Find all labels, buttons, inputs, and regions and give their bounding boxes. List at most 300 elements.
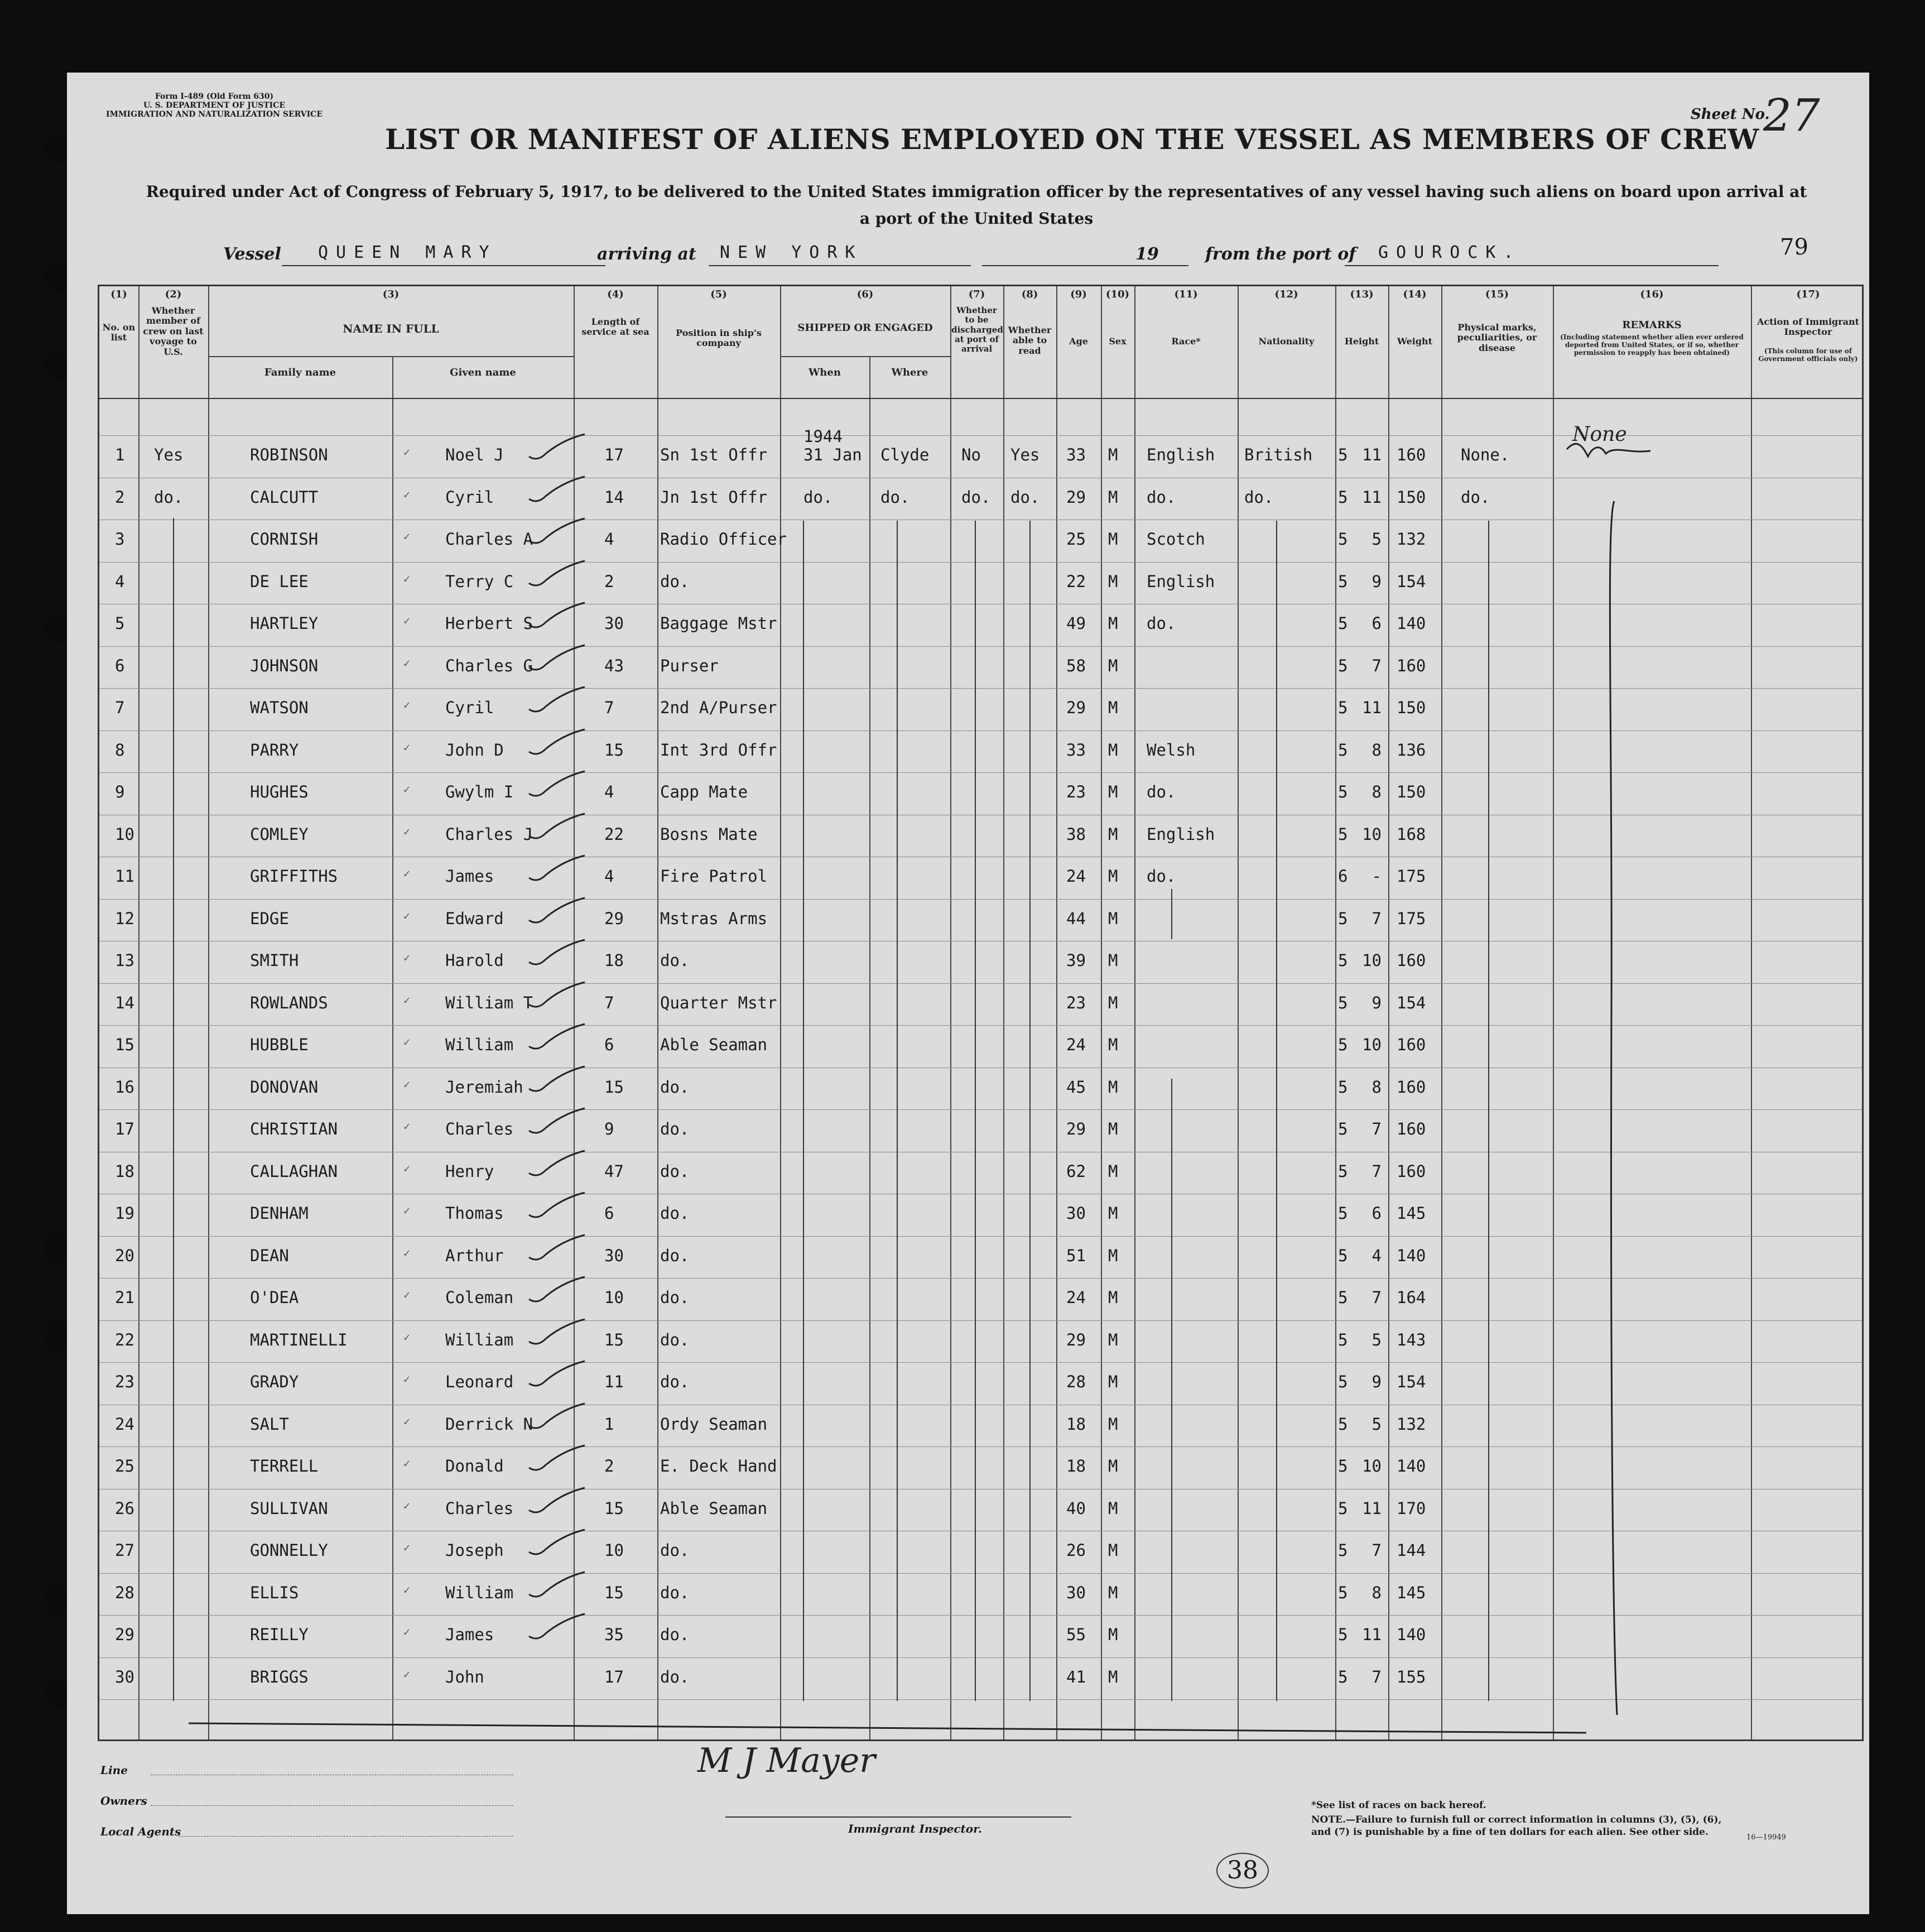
height-inches: 9 [1371, 993, 1382, 1012]
position: do. [660, 1246, 690, 1265]
col-num: (17) [1796, 289, 1820, 300]
age: 55 [1066, 1625, 1086, 1644]
row-number: 23 [115, 1372, 134, 1391]
col-header: Sex [1109, 336, 1127, 347]
tick-mark-icon: ✓ [403, 571, 411, 585]
tick-mark-icon: ✓ [403, 1541, 411, 1554]
position: Int 3rd Offr [660, 740, 777, 760]
age: 23 [1066, 782, 1086, 801]
given-name: Terry C [445, 571, 514, 591]
row-rule [99, 1657, 1862, 1658]
length-of-service: 6 [604, 1035, 614, 1054]
col-num: (3) [382, 289, 400, 300]
arriving-label: arriving at [597, 244, 696, 264]
length-of-service: 15 [604, 1077, 624, 1097]
col-header: Position in ship's company [676, 328, 762, 349]
line-label: Line [100, 1763, 128, 1777]
given-name: Charles A [445, 530, 533, 549]
able-to-read: Yes [1010, 445, 1040, 464]
position: do. [660, 1330, 690, 1349]
row-number: 17 [115, 1119, 134, 1138]
col-header: Action of Immigrant Inspector [1756, 316, 1860, 338]
family-name: SMITH [250, 951, 299, 970]
weight: 140 [1397, 1457, 1426, 1476]
row-rule [99, 1025, 1862, 1026]
col-num: (1) [110, 289, 127, 300]
age: 23 [1066, 993, 1086, 1012]
family-name: EDGE [250, 909, 289, 928]
row-rule [99, 646, 1862, 647]
height-inches: 4 [1371, 1246, 1382, 1265]
weight: 154 [1397, 571, 1426, 591]
row-number: 27 [115, 1541, 134, 1560]
row-number: 16 [115, 1077, 134, 1097]
age: 18 [1066, 1414, 1086, 1434]
row-number: 4 [115, 571, 125, 591]
family-name: DENHAM [250, 1204, 309, 1223]
col-divider [1441, 286, 1442, 1739]
check-mark-icon [523, 684, 590, 718]
height-inches: 7 [1371, 656, 1382, 675]
height-inches: 11 [1362, 445, 1382, 464]
position: do. [660, 1204, 690, 1223]
tick-mark-icon: ✓ [403, 1246, 411, 1260]
col-header: SHIPPED OR ENGAGED [797, 322, 933, 334]
family-name: DONOVAN [250, 1077, 319, 1097]
sex: M [1108, 530, 1118, 549]
row-number: 22 [115, 1330, 134, 1349]
length-of-service: 10 [604, 1288, 624, 1307]
check-mark-icon [523, 1274, 590, 1308]
inspector-label: Immigrant Inspector. [848, 1822, 982, 1835]
height-feet: 5 [1338, 993, 1348, 1012]
weight: 140 [1397, 1246, 1426, 1265]
position: do. [660, 1288, 690, 1307]
row-rule [99, 1320, 1862, 1321]
race: do. [1147, 614, 1176, 633]
check-mark-icon [523, 1021, 590, 1055]
sex: M [1108, 782, 1118, 801]
height-inches: 10 [1362, 1035, 1382, 1054]
family-name: JOHNSON [250, 656, 319, 675]
weight: 164 [1397, 1288, 1426, 1307]
height-feet: 5 [1338, 698, 1348, 717]
weight: 154 [1397, 1372, 1426, 1391]
sex: M [1108, 1583, 1118, 1602]
height-feet: 5 [1338, 951, 1348, 970]
position: Fire Patrol [660, 867, 768, 886]
height-inches: 8 [1371, 782, 1382, 801]
arriving-underline [709, 265, 971, 266]
age: 38 [1066, 824, 1086, 844]
col-num: (8) [1021, 289, 1038, 300]
from-port-value: GOUROCK. [1378, 243, 1522, 262]
height-feet: 5 [1338, 571, 1348, 591]
length-of-service: 29 [604, 909, 624, 928]
row-rule [99, 1573, 1862, 1574]
col-divider [657, 286, 658, 1739]
row-number: 20 [115, 1246, 134, 1265]
age: 33 [1066, 740, 1086, 760]
row-number: 5 [115, 614, 125, 633]
vessel-underline [282, 265, 605, 266]
tick-mark-icon: ✓ [403, 1498, 411, 1512]
position: Able Seaman [660, 1498, 768, 1518]
given-name: John D [445, 740, 504, 760]
given-name: Charles [445, 1119, 514, 1138]
weight: 136 [1397, 740, 1426, 760]
height-inches: 10 [1362, 951, 1382, 970]
weight: 175 [1397, 909, 1426, 928]
family-name: COMLEY [250, 824, 309, 844]
height-feet: 5 [1338, 530, 1348, 549]
check-mark-icon [523, 600, 590, 633]
col-note: (This column for use of Government officials only) [1758, 347, 1858, 363]
height-inches: 8 [1371, 1583, 1382, 1602]
to-be-discharged: do. [961, 487, 991, 507]
row-rule [99, 688, 1862, 689]
sex: M [1108, 1498, 1118, 1518]
height-feet: 5 [1338, 1035, 1348, 1054]
check-mark-icon [523, 558, 590, 592]
sex: M [1108, 824, 1118, 844]
date-underline [982, 265, 1188, 266]
weight: 145 [1397, 1204, 1426, 1223]
age: 40 [1066, 1498, 1086, 1518]
col-header: Nationality [1258, 336, 1315, 347]
family-name: CORNISH [250, 530, 319, 549]
sex: M [1108, 571, 1118, 591]
age: 25 [1066, 530, 1086, 549]
nationality: do. [1244, 487, 1274, 507]
weight: 140 [1397, 1625, 1426, 1644]
race: English [1147, 445, 1215, 464]
position: Jn 1st Offr [660, 487, 768, 507]
check-mark-icon [523, 811, 590, 844]
given-name: Thomas [445, 1204, 504, 1223]
sex: M [1108, 1077, 1118, 1097]
tick-mark-icon: ✓ [403, 1330, 411, 1344]
year-shipped: 1944 [803, 427, 843, 446]
weight: 160 [1397, 1161, 1426, 1181]
tick-mark-icon: ✓ [403, 1457, 411, 1470]
check-mark-icon [523, 937, 590, 970]
row-number: 11 [115, 867, 134, 886]
height-inches: 7 [1371, 909, 1382, 928]
col-divider [1003, 286, 1004, 1739]
check-mark-icon [523, 979, 590, 1013]
height-inches: 11 [1362, 1625, 1382, 1644]
shipped-where: Clyde [880, 445, 930, 464]
row-number: 19 [115, 1204, 134, 1223]
weight: 143 [1397, 1330, 1426, 1349]
position: do. [660, 1077, 690, 1097]
weight: 132 [1397, 1414, 1426, 1434]
row-number: 21 [115, 1288, 134, 1307]
weight: 160 [1397, 1077, 1426, 1097]
length-of-service: 15 [604, 1498, 624, 1518]
height-feet: 5 [1338, 1119, 1348, 1138]
page-title: LIST OR MANIFEST OF ALIENS EMPLOYED ON THE VESSEL AS MEMBERS OF CREW [385, 123, 1759, 156]
row-rule [99, 1615, 1862, 1616]
position: do. [660, 571, 690, 591]
race: English [1147, 571, 1215, 591]
given-name: John [445, 1667, 484, 1686]
check-mark-icon [523, 1401, 590, 1434]
position: do. [660, 951, 690, 970]
row-number: 7 [115, 698, 125, 717]
age: 51 [1066, 1246, 1086, 1265]
length-of-service: 4 [604, 867, 614, 886]
age: 24 [1066, 1035, 1086, 1054]
check-mark-icon [523, 431, 590, 465]
weight: 160 [1397, 1119, 1426, 1138]
height-inches: 10 [1362, 824, 1382, 844]
check-mark-icon [523, 642, 590, 676]
row-rule [99, 562, 1862, 563]
weight: 160 [1397, 1035, 1426, 1054]
length-of-service: 4 [604, 530, 614, 549]
age: 41 [1066, 1667, 1086, 1686]
agents-underline [179, 1836, 513, 1837]
race: do. [1147, 867, 1176, 886]
height-feet: 5 [1338, 1161, 1348, 1181]
sex: M [1108, 1541, 1118, 1560]
check-mark-icon [523, 1611, 590, 1645]
given-name: Henry [445, 1161, 494, 1181]
sex: M [1108, 1667, 1118, 1686]
sex: M [1108, 1457, 1118, 1476]
tick-mark-icon: ✓ [403, 1119, 411, 1133]
col-num: (12) [1274, 289, 1298, 300]
length-of-service: 22 [604, 824, 624, 844]
page-circle-number: 38 [1216, 1853, 1269, 1888]
vessel-value: QUEEN MARY [318, 243, 497, 262]
weight: 140 [1397, 614, 1426, 633]
tick-mark-icon: ✓ [403, 1583, 411, 1597]
height-feet: 5 [1338, 782, 1348, 801]
length-of-service: 47 [604, 1161, 624, 1181]
row-number: 2 [115, 487, 125, 507]
family-name: SULLIVAN [250, 1498, 328, 1518]
age: 29 [1066, 1330, 1086, 1349]
height-inches: 11 [1362, 487, 1382, 507]
height-inches: 5 [1371, 530, 1382, 549]
given-name: Cyril [445, 487, 494, 507]
sex: M [1108, 445, 1118, 464]
height-feet: 5 [1338, 1498, 1348, 1518]
row-number: 6 [115, 656, 125, 675]
row-number: 3 [115, 530, 125, 549]
check-mark-icon [523, 1358, 590, 1392]
given-name: William [445, 1330, 514, 1349]
height-feet: 5 [1338, 909, 1348, 928]
race-note: *See list of races on back hereof. [1311, 1800, 1486, 1811]
check-mark-icon [523, 1527, 590, 1560]
row-number: 29 [115, 1625, 134, 1644]
check-mark-icon [523, 1190, 590, 1223]
col-header: Weight [1397, 336, 1433, 347]
family-name: HARTLEY [250, 614, 319, 633]
row-number: 24 [115, 1414, 134, 1434]
form-info: Form I-489 (Old Form 630) U. S. DEPARTMENT OF JUSTICE IMMIGRATION AND NATURALIZATION SERVICE [106, 92, 323, 119]
height-inches: 11 [1362, 698, 1382, 717]
agents-label: Local Agents [100, 1825, 181, 1838]
given-name: William [445, 1035, 514, 1054]
position: Sn 1st Offr [660, 445, 768, 464]
row-rule [99, 1699, 1862, 1700]
tick-mark-icon: ✓ [403, 909, 411, 922]
family-name: CALLAGHAN [250, 1161, 338, 1181]
owners-label: Owners [100, 1794, 147, 1808]
weight: 145 [1397, 1583, 1426, 1602]
position: Quarter Mstr [660, 993, 777, 1012]
height-feet: 5 [1338, 1330, 1348, 1349]
sex: M [1108, 909, 1118, 928]
given-name: Jeremiah [445, 1077, 523, 1097]
tick-mark-icon: ✓ [403, 824, 411, 838]
height-feet: 6 [1338, 867, 1348, 886]
sex: M [1108, 698, 1118, 717]
row-rule [99, 1446, 1862, 1447]
page-stamp: 79 [1780, 234, 1808, 260]
crew-table [98, 285, 1864, 1741]
row-number: 10 [115, 824, 134, 844]
row-rule [99, 730, 1862, 731]
row-rule [99, 1362, 1862, 1363]
age: 33 [1066, 445, 1086, 464]
family-name: DEAN [250, 1246, 289, 1265]
weight: 155 [1397, 1667, 1426, 1686]
check-mark-icon [523, 1569, 590, 1603]
physical-marks: do. [1461, 487, 1490, 507]
manifest-sheet [67, 73, 1869, 1914]
height-feet: 5 [1338, 1414, 1348, 1434]
height-inches: 7 [1371, 1119, 1382, 1138]
weight: 150 [1397, 698, 1426, 717]
age: 58 [1066, 656, 1086, 675]
col-subheader: Where [891, 367, 928, 378]
shipped-where: do. [880, 487, 910, 507]
age: 24 [1066, 1288, 1086, 1307]
tick-mark-icon: ✓ [403, 1372, 411, 1386]
col-divider [869, 356, 870, 1739]
height-feet: 5 [1338, 1288, 1348, 1307]
family-name: GRIFFITHS [250, 867, 338, 886]
given-name: Derrick N [445, 1414, 533, 1434]
length-of-service: 2 [604, 571, 614, 591]
age: 29 [1066, 487, 1086, 507]
sex: M [1108, 656, 1118, 675]
height-inches: 7 [1371, 1667, 1382, 1686]
length-of-service: 14 [604, 487, 624, 507]
height-feet: 5 [1338, 740, 1348, 760]
length-of-service: 30 [604, 614, 624, 633]
row-rule [99, 1236, 1862, 1237]
sex: M [1108, 1246, 1118, 1265]
position: Mstras Arms [660, 909, 768, 928]
age: 29 [1066, 698, 1086, 717]
family-name: ROBINSON [250, 445, 328, 464]
col-header: Age [1069, 336, 1088, 347]
col-header: Whether member of crew on last voyage to U.S. [143, 305, 204, 357]
col-divider [1751, 286, 1752, 1739]
row-number: 30 [115, 1667, 134, 1686]
given-name: Charles J [445, 824, 533, 844]
length-of-service: 10 [604, 1541, 624, 1560]
length-of-service: 18 [604, 951, 624, 970]
col-num: (16) [1640, 289, 1664, 300]
length-of-service: 17 [604, 1667, 624, 1686]
sex: M [1108, 740, 1118, 760]
length-of-service: 30 [604, 1246, 624, 1265]
sex: M [1108, 951, 1118, 970]
height-inches: 10 [1362, 1457, 1382, 1476]
tick-mark-icon: ✓ [403, 530, 411, 543]
family-name: TERRELL [250, 1457, 319, 1476]
col-subheader: Given name [450, 367, 516, 378]
race: do. [1147, 782, 1176, 801]
age: 24 [1066, 867, 1086, 886]
age: 30 [1066, 1204, 1086, 1223]
given-name: Charles [445, 1498, 514, 1518]
col-header: NAME IN FULL [343, 322, 439, 335]
sex: M [1108, 487, 1118, 507]
family-name: GONNELLY [250, 1541, 328, 1560]
sheet-label: Sheet No. [1691, 106, 1770, 123]
age: 45 [1066, 1077, 1086, 1097]
col-divider [950, 286, 951, 1739]
age: 39 [1066, 951, 1086, 970]
col-header: Race* [1171, 336, 1201, 347]
height-feet: 5 [1338, 487, 1348, 507]
family-name: SALT [250, 1414, 289, 1434]
owners-underline [151, 1805, 513, 1806]
row-rule [99, 983, 1862, 984]
year-prefix: 19 [1135, 244, 1159, 264]
height-inches: 9 [1371, 571, 1382, 591]
length-of-service: 15 [604, 1583, 624, 1602]
weight: 160 [1397, 445, 1426, 464]
physical-marks: None. [1461, 445, 1510, 464]
inspector-underline [725, 1816, 1071, 1818]
from-port-underline [1345, 265, 1719, 266]
col-subheader: Family name [264, 367, 336, 378]
col-header: Whether to be discharged at port of arrival [951, 305, 1003, 354]
age: 22 [1066, 571, 1086, 591]
col-num: (9) [1070, 289, 1087, 300]
length-of-service: 15 [604, 740, 624, 760]
height-inches: 8 [1371, 1077, 1382, 1097]
weight: 150 [1397, 782, 1426, 801]
height-feet: 5 [1338, 1077, 1348, 1097]
family-name: PARRY [250, 740, 299, 760]
col-num: (2) [165, 289, 182, 300]
sex: M [1108, 1161, 1118, 1181]
to-be-discharged: No [961, 445, 981, 464]
col-divider [1553, 286, 1554, 1739]
col-header: No. on list [102, 322, 136, 343]
tick-mark-icon: ✓ [403, 1288, 411, 1301]
family-name: DE LEE [250, 571, 309, 591]
col-divider [1388, 286, 1389, 1739]
race: do. [1147, 487, 1176, 507]
form-code: 16—19949 [1746, 1833, 1786, 1842]
col-header: Height [1344, 336, 1379, 347]
row-number: 26 [115, 1498, 134, 1518]
check-mark-icon [523, 727, 590, 760]
check-mark-icon [523, 1316, 590, 1350]
